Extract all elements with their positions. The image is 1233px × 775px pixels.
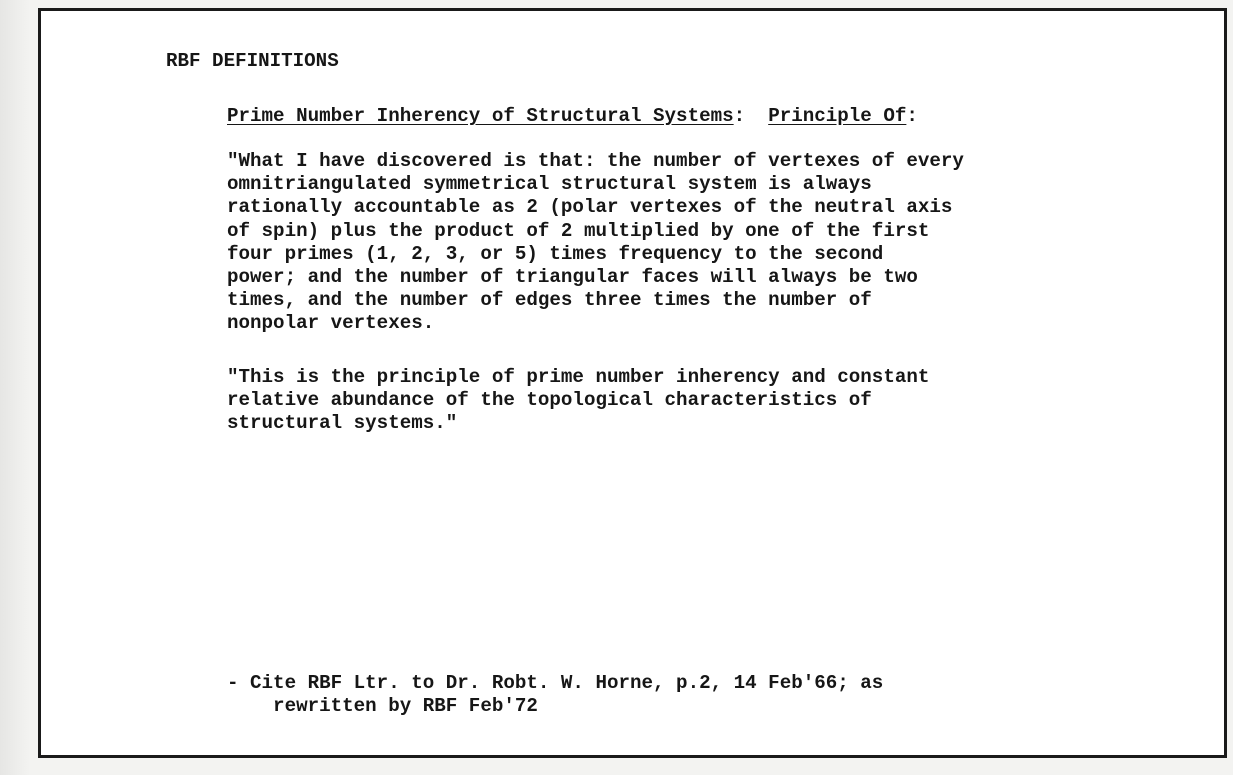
heading-end: : (906, 105, 918, 127)
page-edge-shadow (0, 0, 30, 775)
definition-paragraph-2: "This is the principle of prime number inherency and constant relative abundance of the topological characteristics of structural systems." (227, 366, 930, 435)
heading-qualifier: Principle Of (768, 105, 907, 127)
heading-term: Prime Number Inherency of Structural Systems (227, 105, 734, 127)
card-header: RBF DEFINITIONS (166, 50, 339, 72)
definition-paragraph-1: "What I have discovered is that: the number of vertexes of every omnitriangulated symmetrical structural system is always rationally accountable as 2 (polar vertexes of the neutral axis of spin) plus the product of 2 multiplied by one of the first four primes (1, 2, 3, or 5) times frequency to the second power; and the number of triangular faces will always be two times, and the number of edges three times the number of nonpolar vertexes. (227, 150, 964, 335)
definition-heading (227, 105, 918, 128)
citation: - Cite RBF Ltr. to Dr. Robt. W. Horne, p.2, 14 Feb'66; as rewritten by RBF Feb'72 (227, 672, 884, 718)
heading-separator: : (733, 105, 769, 127)
